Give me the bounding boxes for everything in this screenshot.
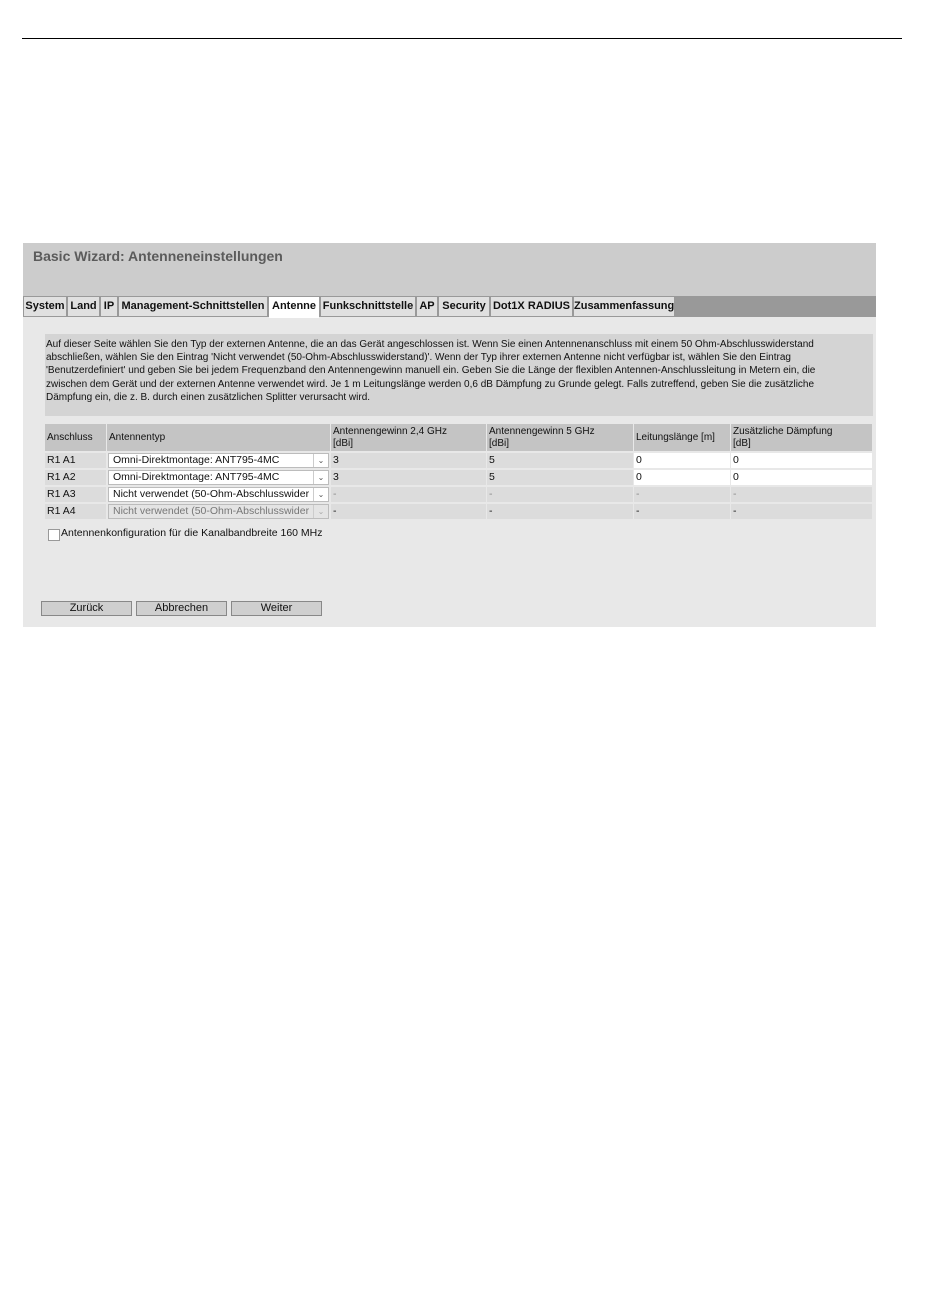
page-top-rule — [22, 38, 902, 39]
header-gain-5 — [487, 424, 633, 451]
row4-gain-24: - — [331, 504, 486, 519]
tab-bar — [23, 296, 876, 317]
tab-management-schnittstellen[interactable]: Management-Schnittstellen — [119, 297, 267, 316]
header-antennentyp: Antennentyp — [107, 424, 330, 451]
row2-gain-24: 3 — [331, 470, 486, 485]
row3-gain-5: - — [487, 487, 633, 502]
tab-antenne[interactable]: Antenne — [269, 297, 319, 318]
channel-160mhz-checkbox[interactable] — [48, 529, 60, 541]
header-anschluss: Anschluss — [45, 424, 106, 451]
row3-antennentyp-value: Nicht verwendet (50-Ohm-Abschlusswider — [113, 488, 310, 500]
row3-port: R1 A3 — [45, 487, 106, 502]
tab-funkschnittstelle[interactable]: Funkschnittstelle — [321, 297, 415, 316]
row3-gain-24: - — [331, 487, 486, 502]
row3-antennentyp-select[interactable] — [108, 487, 329, 502]
row1-antennentyp-value: Omni-Direktmontage: ANT795-4MC — [113, 454, 280, 466]
tab-zusammenfassung[interactable]: Zusammenfassung — [574, 297, 674, 316]
row4-antennentyp-value: Nicht verwendet (50-Ohm-Abschlusswider — [113, 505, 310, 517]
page-title: Basic Wizard: Antenneneinstellungen — [33, 248, 283, 264]
channel-160mhz-label: Antennenkonfiguration für die Kanalbandbreite 160 MHz — [61, 527, 323, 539]
description-line: 'Benutzerdefiniert' und geben Sie bei jedem Frequenzband den Antennengewinn manuell ein. Geben Sie die Länge der flexiblen Antennen-Anschlussleitung in Metern ein, die — [46, 365, 816, 377]
row1-port: R1 A1 — [45, 453, 106, 468]
tab-security[interactable]: Security — [439, 297, 489, 316]
row2-port: R1 A2 — [45, 470, 106, 485]
description-text — [45, 334, 873, 416]
row4-gain-5: - — [487, 504, 633, 519]
row4-damping: - — [731, 504, 872, 519]
row2-antennentyp-select[interactable] — [108, 470, 329, 485]
header-leitungslaenge: Leitungslänge [m] — [634, 424, 730, 451]
header-gain-5-unit: [dBi] — [489, 437, 510, 449]
header-gain-24-label: Antennengewinn 2,4 GHz — [333, 426, 447, 437]
row4-antennentyp-select — [108, 504, 329, 519]
tab-dot1x-radius[interactable]: Dot1X RADIUS — [491, 297, 572, 316]
chevron-down-icon: ⌄ — [313, 471, 328, 484]
row4-port: R1 A4 — [45, 504, 106, 519]
tab-land[interactable]: Land — [68, 297, 99, 316]
description-line: abschließen, wählen Sie den Eintrag 'Nicht verwendet (50-Ohm-Abschlusswiderstand)'. Wenn der Typ ihrer externen Antenne nicht verfügbar ist, wählen Sie den Eintrag — [46, 352, 791, 364]
cancel-button[interactable]: Abbrechen — [136, 601, 227, 616]
header-daempfung-unit: [dB] — [733, 437, 751, 449]
row2-gain-5: 5 — [487, 470, 633, 485]
header-daempfung — [731, 424, 872, 451]
back-button[interactable]: Zurück — [41, 601, 132, 616]
row2-length-input[interactable]: 0 — [634, 470, 730, 485]
header-gain-5-label: Antennengewinn 5 GHz — [489, 426, 595, 437]
row4-length: - — [634, 504, 730, 519]
tab-ip[interactable]: IP — [101, 297, 117, 316]
header-gain-24 — [331, 424, 486, 451]
row1-damping-input[interactable]: 0 — [731, 453, 872, 468]
row3-damping: - — [731, 487, 872, 502]
description-line: Auf dieser Seite wählen Sie den Typ der externen Antenne, die an das Gerät angeschlossen ist. Wenn Sie einen Antennenanschluss mit einem 50 Ohm-Abschlusswiderstand — [46, 339, 814, 350]
row1-length-input[interactable]: 0 — [634, 453, 730, 468]
chevron-down-icon: ⌄ — [313, 488, 328, 501]
row1-antennentyp-select[interactable] — [108, 453, 329, 468]
chevron-down-icon: ⌄ — [313, 505, 328, 518]
description-line: Dämpfung ein, die z. B. durch einen zusätzlichen Splitter verursacht wird. — [46, 391, 371, 403]
row1-gain-24: 3 — [331, 453, 486, 468]
tab-system[interactable]: System — [24, 297, 66, 316]
next-button[interactable]: Weiter — [231, 601, 322, 616]
row2-damping-input[interactable]: 0 — [731, 470, 872, 485]
header-daempfung-label: Zusätzliche Dämpfung — [733, 426, 833, 437]
title-bar — [23, 243, 876, 296]
header-gain-24-unit: [dBi] — [333, 437, 354, 449]
row2-antennentyp-value: Omni-Direktmontage: ANT795-4MC — [113, 471, 280, 483]
wizard-panel — [23, 243, 876, 627]
row3-length: - — [634, 487, 730, 502]
chevron-down-icon: ⌄ — [313, 454, 328, 467]
row1-gain-5: 5 — [487, 453, 633, 468]
tab-ap[interactable]: AP — [417, 297, 437, 316]
description-line: zwischen dem Gerät und der externen Antenne verwendet wird. Je 1 m Leitungslänge werden 0,6 dB Dämpfung zu Grunde gelegt. Falls zutreffend, geben Sie die zusätzliche — [46, 378, 815, 390]
